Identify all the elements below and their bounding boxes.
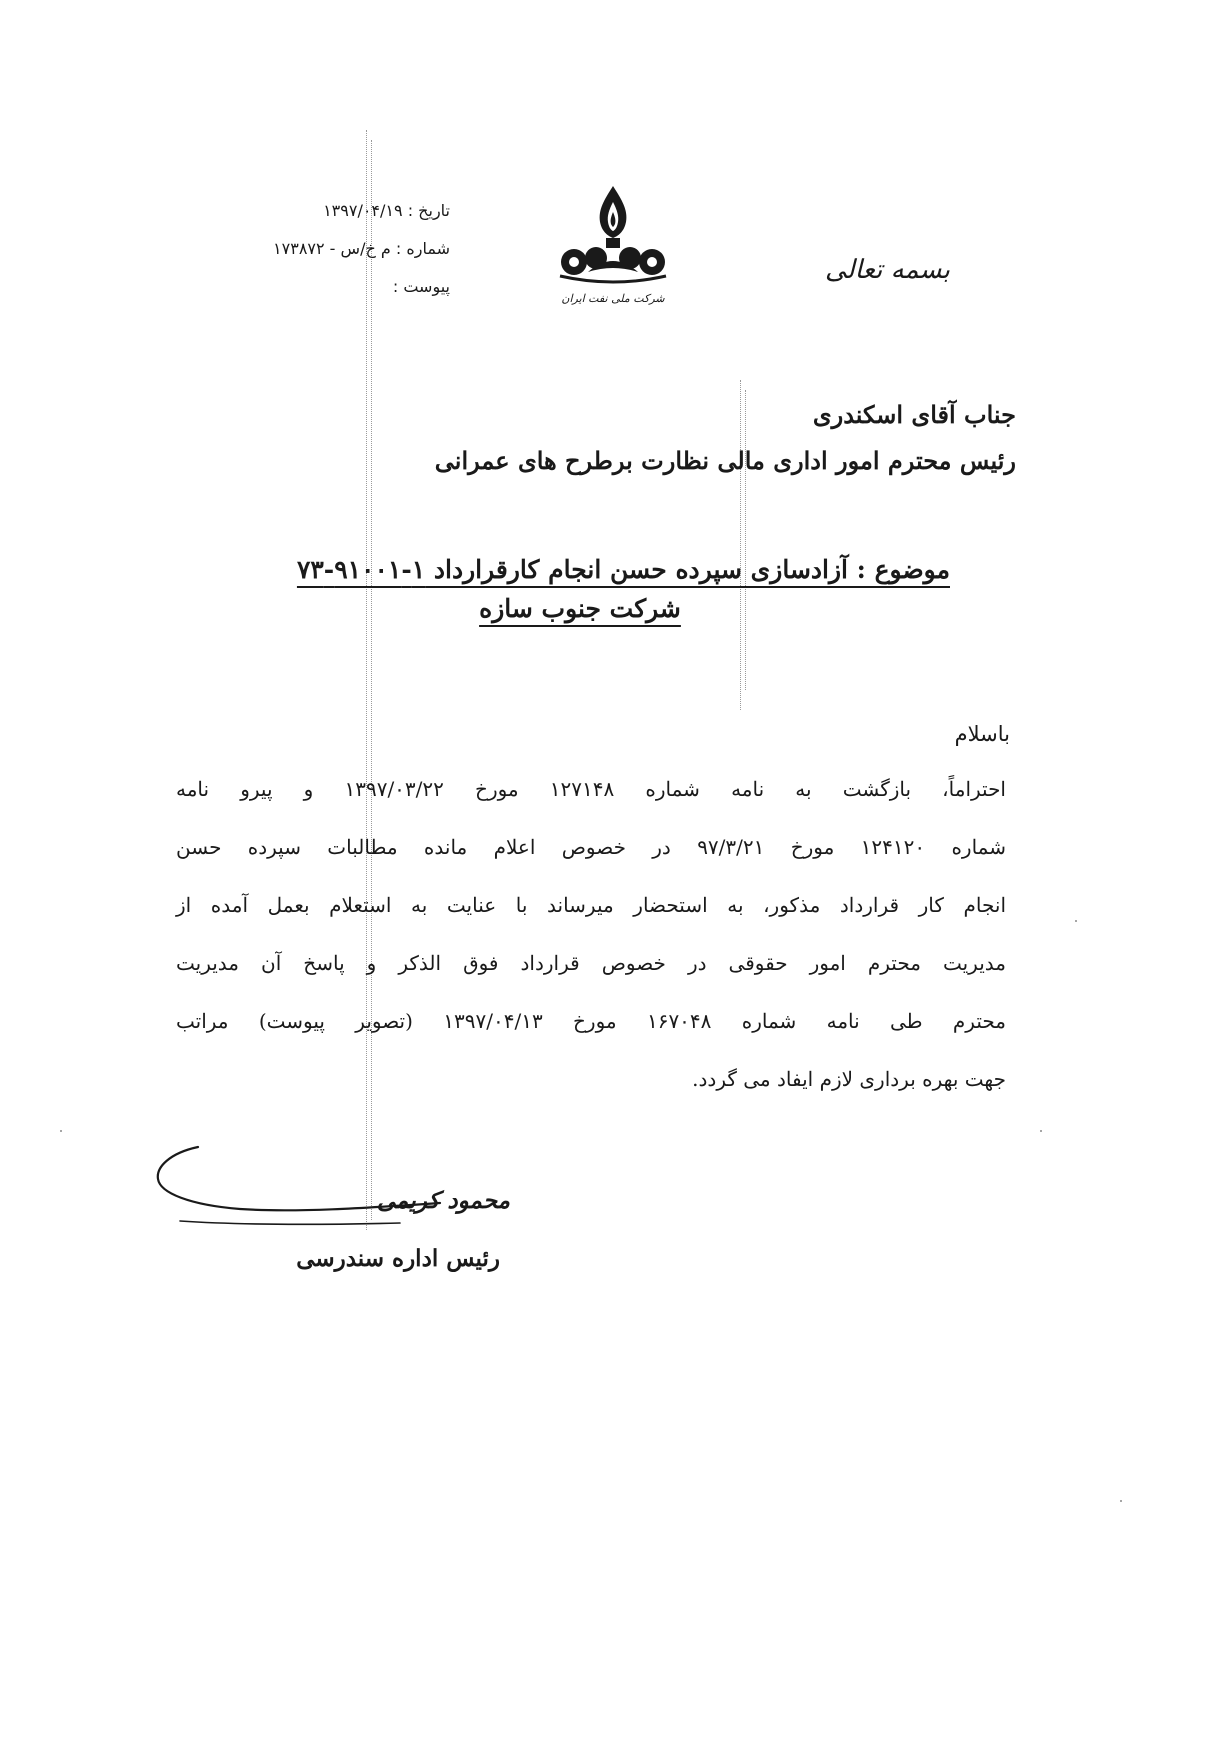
logo-caption: شرکت ملی نفت ایران — [561, 292, 665, 305]
company-logo — [548, 180, 678, 320]
body-line: انجام کار قرارداد مذکور، به استحضار میرساند با عنایت به استعلام بعمل آمده از — [176, 893, 1007, 917]
number-label: شماره : — [395, 239, 450, 258]
addressee-name: جناب آقای اسکندری — [812, 400, 1016, 429]
body-line: شماره ۱۲۴۱۲۰ مورخ ۹۷/۳/۲۱ در خصوص اعلام مانده مطالبات سپرده حسن — [176, 835, 1006, 859]
date-value: ۱۳۹۷/۰۴/۱۹ — [323, 201, 403, 220]
number-value: م خ/س - ۱۷۳۸۷۲ — [273, 239, 391, 258]
number-row — [230, 230, 450, 268]
subject — [230, 555, 950, 623]
attachment-row — [230, 268, 450, 306]
signer-name: محمود کریمی — [376, 1187, 510, 1214]
body-line: احتراماً، بازگشت به نامه شماره ۱۲۷۱۴۸ مورخ ۱۳۹۷/۰۳/۲۲ و پیرو نامه — [176, 777, 1006, 801]
subject-company: شرکت جنوب سازه — [479, 594, 681, 623]
body-line: محترم طی نامه شماره ۱۶۷۰۴۸ مورخ ۱۳۹۷/۰۴/۱۳ (تصویر پیوست) مراتب — [176, 1009, 1007, 1033]
body-paragraph — [176, 760, 1006, 1108]
date-label: تاریخ : — [407, 201, 450, 220]
addressee-title: رئیس محترم امور اداری مالی نظارت برطرح های عمرانی — [434, 446, 1016, 475]
body-line: جهت بهره برداری لازم ایفاد می گردد. — [692, 1067, 1006, 1091]
bismillah: بسمه تعالی — [825, 255, 950, 285]
scan-speck — [60, 1130, 62, 1132]
scan-speck — [1075, 920, 1077, 922]
subject-line: موضوع : آزادسازی سپرده حسن انجام کارقرارداد ۱-۹۱۰۰۱-۷۳ — [296, 555, 950, 584]
letter-meta — [230, 192, 450, 306]
signature-block — [150, 1135, 510, 1275]
signer-title: رئیس اداره سندرسی — [296, 1245, 500, 1272]
scan-speck — [1120, 1500, 1122, 1502]
attachment-label: پیوست : — [392, 277, 450, 296]
date-row — [230, 192, 450, 230]
flame-logo-icon — [548, 180, 678, 292]
body-line: مدیریت محترم امور حقوقی در خصوص قرارداد فوق الذکر و پاسخ آن مدیریت — [176, 951, 1006, 975]
greeting: باسلام — [954, 722, 1010, 746]
scan-speck — [1040, 1130, 1042, 1132]
addressee — [316, 392, 1016, 484]
